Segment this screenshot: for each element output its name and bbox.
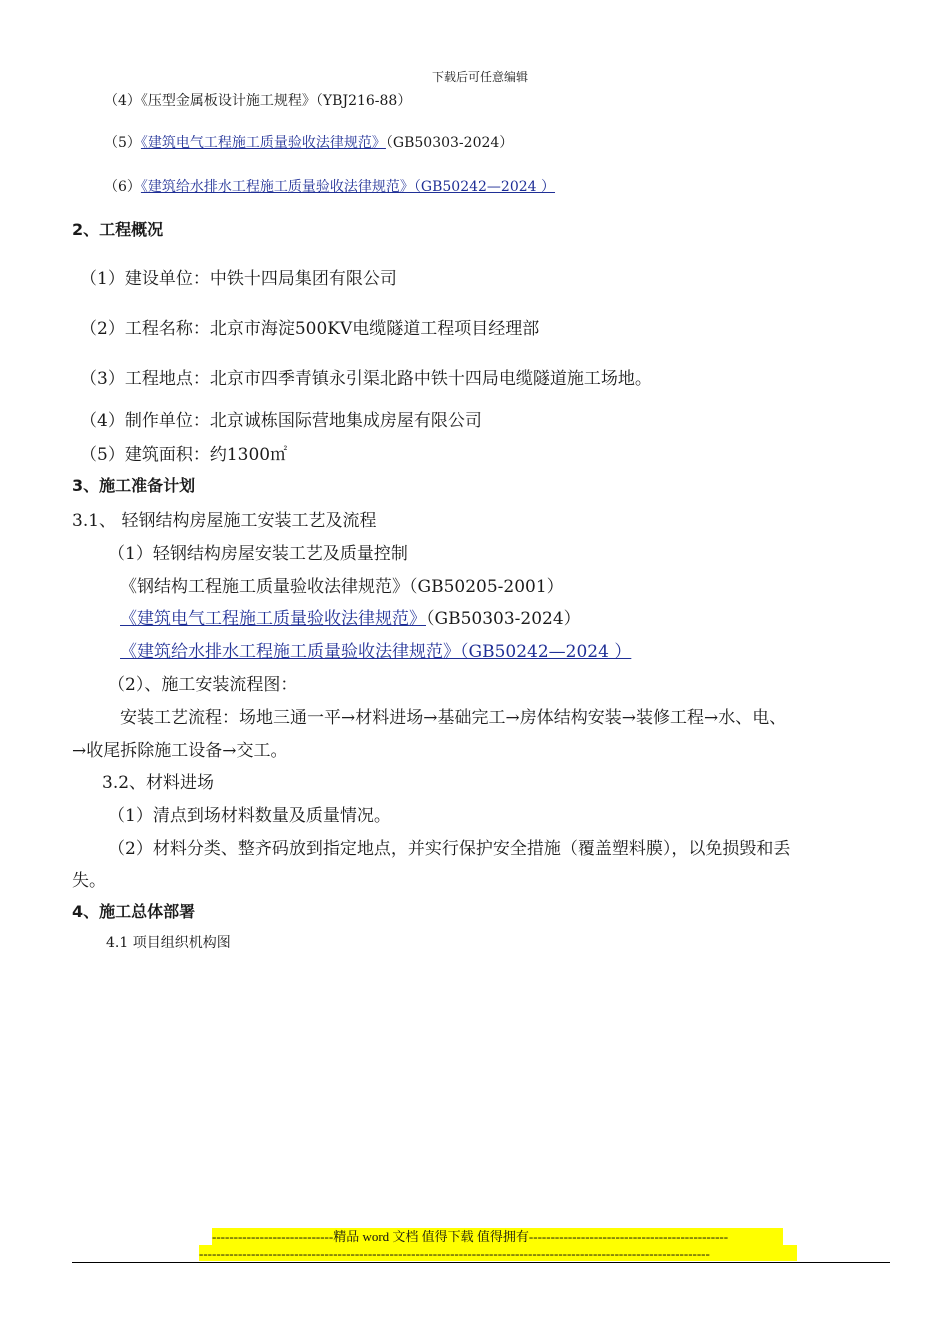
ref-item-6	[104, 176, 555, 196]
ref-code: （GB50303-2024）	[385, 135, 514, 151]
footer-divider	[72, 1262, 890, 1263]
material-item-2: （2）材料分类、整齐码放到指定地点，并实行保护安全措施（覆盖塑料膜），以免损毁和丢	[108, 839, 791, 859]
ref-item-4	[104, 90, 411, 110]
ref-link[interactable]: 《建筑给水排水工程施工质量验收法律规范》（GB50242—2024 ）	[140, 179, 556, 195]
subsection-3-1: 3.1、 轻钢结构房屋施工安装工艺及流程	[72, 511, 377, 531]
ref-num: （4）	[104, 93, 141, 109]
flow-line-1: 安装工艺流程：场地三通一平→材料进场→基础完工→房体结构安装→装修工程→水、电、	[120, 708, 787, 728]
section-3-heading: 3、施工准备计划	[72, 476, 196, 495]
header-note: 下载后可任意编辑	[432, 70, 529, 84]
item-2: （2）、施工安装流程图：	[108, 675, 298, 695]
standard-title: 《钢结构工程施工质量验收法律规范》	[120, 577, 409, 597]
footer-banner-line-1: ----------------------------精品 word 文档 值得下载 值得拥有----------------------------------------------	[212, 1228, 783, 1245]
project-item: （5）建筑面积：约1300㎡	[80, 445, 288, 465]
ref-num: （6）	[104, 179, 141, 195]
ref-title: 《压型金属板设计施工规程》	[140, 93, 316, 109]
project-item: （2）工程名称：北京市海淀500KV电缆隧道工程项目经理部	[80, 319, 540, 339]
ref-link[interactable]: 《建筑电气工程施工质量验收法律规范》	[140, 135, 386, 151]
material-item-2-cont: 失。	[72, 871, 106, 891]
standard-3	[120, 637, 631, 662]
footer-banner-line-2: ----------------------------------------------------------------------------------------------------------------------	[199, 1245, 797, 1261]
item-1: （1）轻钢结构房屋安装工艺及质量控制	[108, 544, 408, 564]
subsection-3-2: 3.2、材料进场	[102, 773, 215, 793]
standard-code: （GB50205-2001）	[409, 577, 564, 597]
section-4-heading: 4、施工总体部署	[72, 902, 196, 921]
ref-num: （5）	[104, 135, 141, 151]
ref-item-5	[104, 132, 513, 152]
standard-2	[120, 604, 581, 629]
standard-link[interactable]: 《建筑给水排水工程施工质量验收法律规范》（GB50242—2024 ）	[120, 642, 632, 662]
standard-code: （GB50303-2024）	[426, 609, 581, 629]
standard-1	[120, 572, 564, 597]
project-item: （3）工程地点：北京市四季青镇永引渠北路中铁十四局电缆隧道施工场地。	[80, 369, 652, 389]
project-item: （4）制作单位：北京诚栋国际营地集成房屋有限公司	[80, 411, 482, 431]
standard-link[interactable]: 《建筑电气工程施工质量验收法律规范》	[120, 609, 426, 629]
section-2-heading: 2、工程概况	[72, 220, 164, 239]
material-item-1: （1）清点到场材料数量及质量情况。	[108, 806, 391, 826]
flow-line-2: →收尾拆除施工设备→交工。	[72, 741, 288, 761]
project-item: （1）建设单位：中铁十四局集团有限公司	[80, 269, 397, 289]
subsection-4-1: 4.1 项目组织机构图	[106, 935, 231, 951]
ref-code: （YBJ216-88）	[315, 93, 412, 109]
